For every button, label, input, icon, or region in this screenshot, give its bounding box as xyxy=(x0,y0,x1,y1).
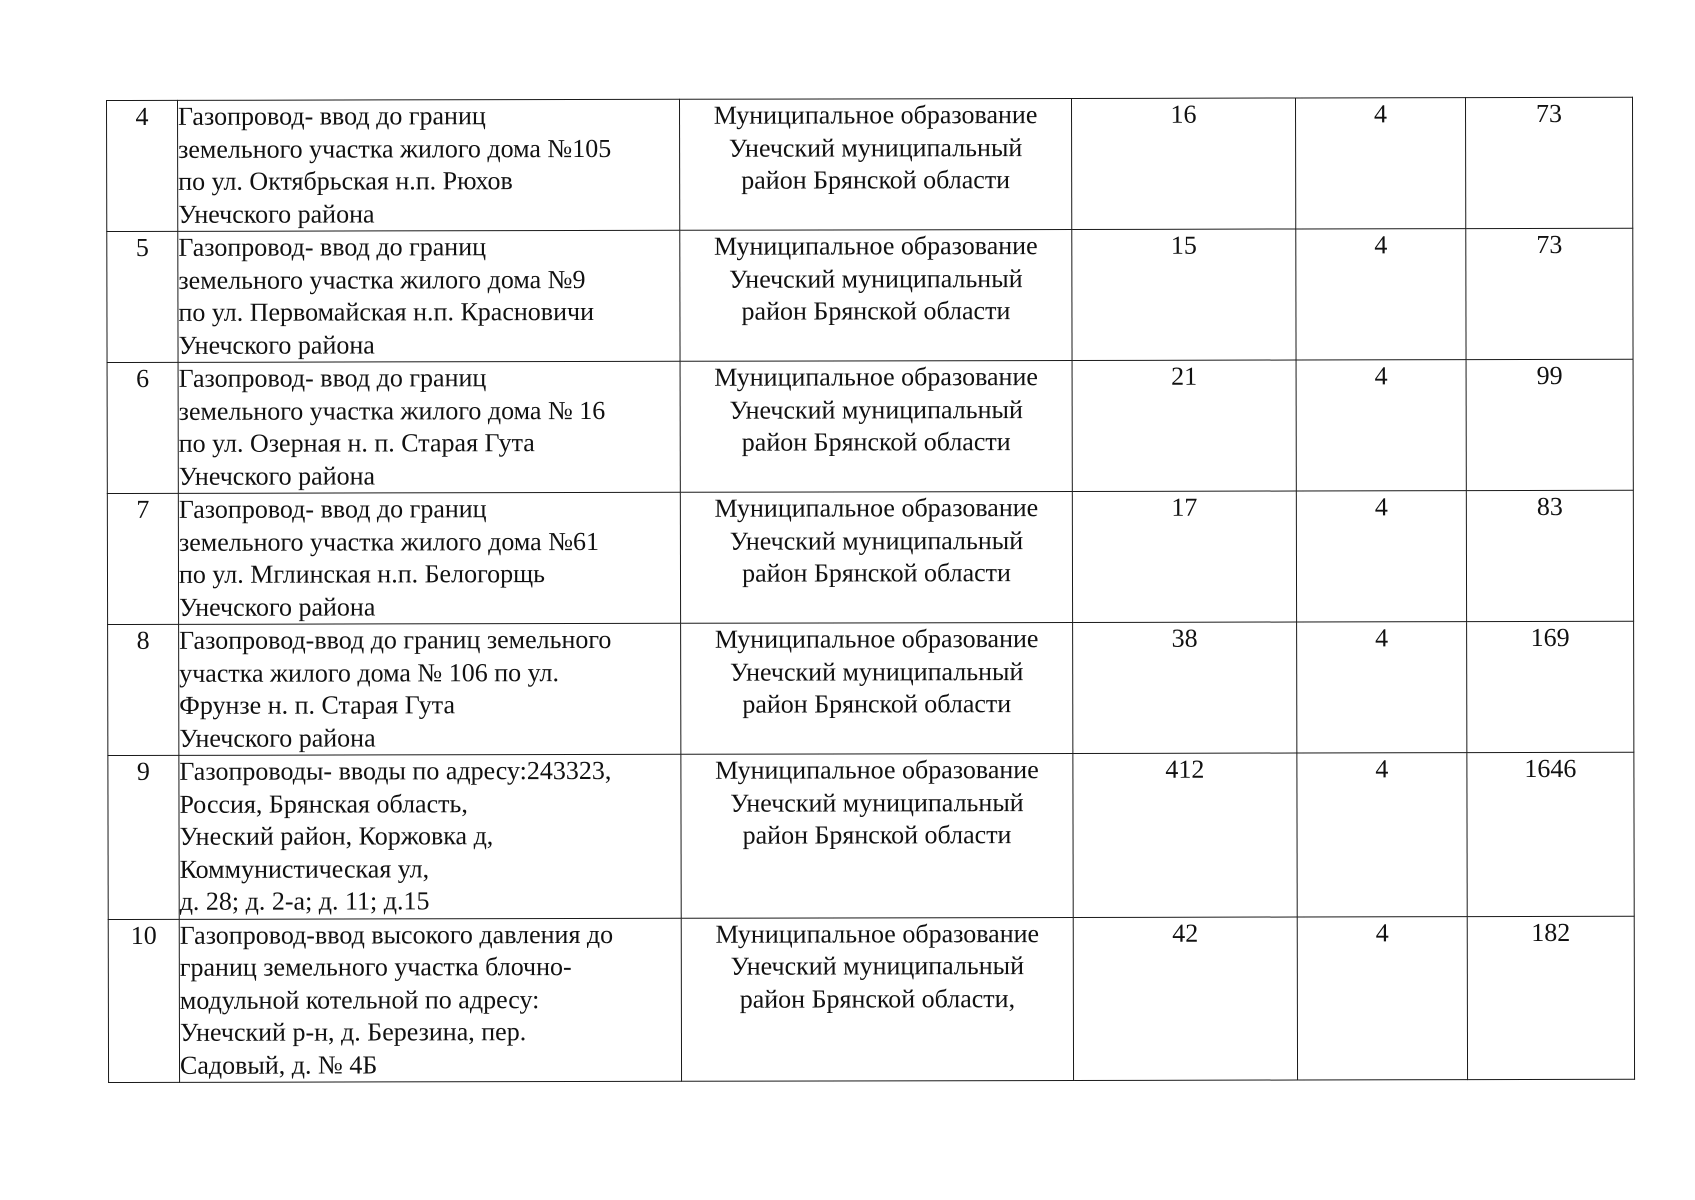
object-name-cell: Газопровод- ввод до границ земельного участка жилого дома №61 по ул. Мглинская н.п. Белогорщь Унечского района xyxy=(178,492,680,624)
object-name-cell: Газопровод-ввод до границ земельного участка жилого дома № 106 по ул. Фрунзе н. п. Старая Гута Унечского района xyxy=(179,623,681,755)
term-cell: 4 xyxy=(1297,916,1467,1080)
table-row xyxy=(107,228,1633,362)
length-cell: 21 xyxy=(1072,360,1296,491)
cost-cell: 73 xyxy=(1465,97,1632,228)
cost-cell: 73 xyxy=(1466,228,1633,359)
length-cell: 17 xyxy=(1072,491,1296,622)
cost-cell: 169 xyxy=(1467,621,1634,752)
table-row xyxy=(107,97,1633,231)
length-cell: 42 xyxy=(1073,917,1297,1081)
term-cell: 4 xyxy=(1296,491,1466,622)
row-number-cell: 7 xyxy=(107,493,178,624)
table-row xyxy=(108,621,1634,755)
row-number-cell: 9 xyxy=(108,755,179,919)
cost-cell: 1646 xyxy=(1467,752,1634,916)
object-name-cell: Газопровод- ввод до границ земельного участка жилого дома № 16 по ул. Озерная н. п. Старая Гута Унечского района xyxy=(178,361,680,493)
object-name-cell: Газопроводы- вводы по адресу:243323, Россия, Брянская область, Унеский район, Коржовка д, Коммунистическая ул, д. 28; д. 2-а; д. 11; д.15 xyxy=(179,754,681,919)
object-name-cell: Газопровод- ввод до границ земельного участка жилого дома №9 по ул. Первомайская н.п. Красновичи Унечского района xyxy=(178,230,680,362)
cost-cell: 83 xyxy=(1466,490,1633,621)
length-cell: 412 xyxy=(1073,753,1297,917)
term-cell: 4 xyxy=(1296,360,1466,491)
owner-cell: Муниципальное образование Унечский муниципальный район Брянской области xyxy=(680,360,1072,492)
term-cell: 4 xyxy=(1296,229,1466,360)
term-cell: 4 xyxy=(1297,622,1467,753)
owner-cell: Муниципальное образование Унечский муниципальный район Брянской области xyxy=(681,753,1073,917)
table-row xyxy=(108,752,1634,919)
owner-cell: Муниципальное образование Унечский муниципальный район Брянской области xyxy=(680,491,1072,623)
cost-cell: 99 xyxy=(1466,359,1633,490)
object-name-cell: Газопровод-ввод высокого давления до границ земельного участка блочно- модульной котельной по адресу: Унечский р-н, д. Березина, пер. Садовый, д. № 4Б xyxy=(179,918,681,1083)
owner-cell: Муниципальное образование Унечский муниципальный район Брянской области xyxy=(680,229,1072,361)
row-number-cell: 5 xyxy=(107,231,178,362)
row-number-cell: 8 xyxy=(108,624,179,755)
owner-cell: Муниципальное образование Унечский муниципальный район Брянской области xyxy=(681,622,1073,754)
length-cell: 16 xyxy=(1071,98,1295,229)
term-cell: 4 xyxy=(1295,98,1465,229)
object-name-cell: Газопровод- ввод до границ земельного участка жилого дома №105 по ул. Октябрьская н.п. Рюхов Унечского района xyxy=(178,99,680,231)
cost-cell: 182 xyxy=(1467,916,1634,1080)
table-row xyxy=(107,359,1633,493)
length-cell: 15 xyxy=(1072,229,1296,360)
table-row xyxy=(108,916,1634,1083)
length-cell: 38 xyxy=(1073,622,1297,753)
row-number-cell: 6 xyxy=(107,362,178,493)
property-register-table xyxy=(106,97,1635,1083)
row-number-cell: 10 xyxy=(108,919,179,1083)
owner-cell: Муниципальное образование Унечский муниципальный район Брянской области, xyxy=(681,917,1073,1081)
owner-cell: Муниципальное образование Унечский муниципальный район Брянской области xyxy=(679,98,1071,230)
table-row xyxy=(107,490,1633,624)
row-number-cell: 4 xyxy=(107,100,178,231)
term-cell: 4 xyxy=(1297,753,1467,917)
